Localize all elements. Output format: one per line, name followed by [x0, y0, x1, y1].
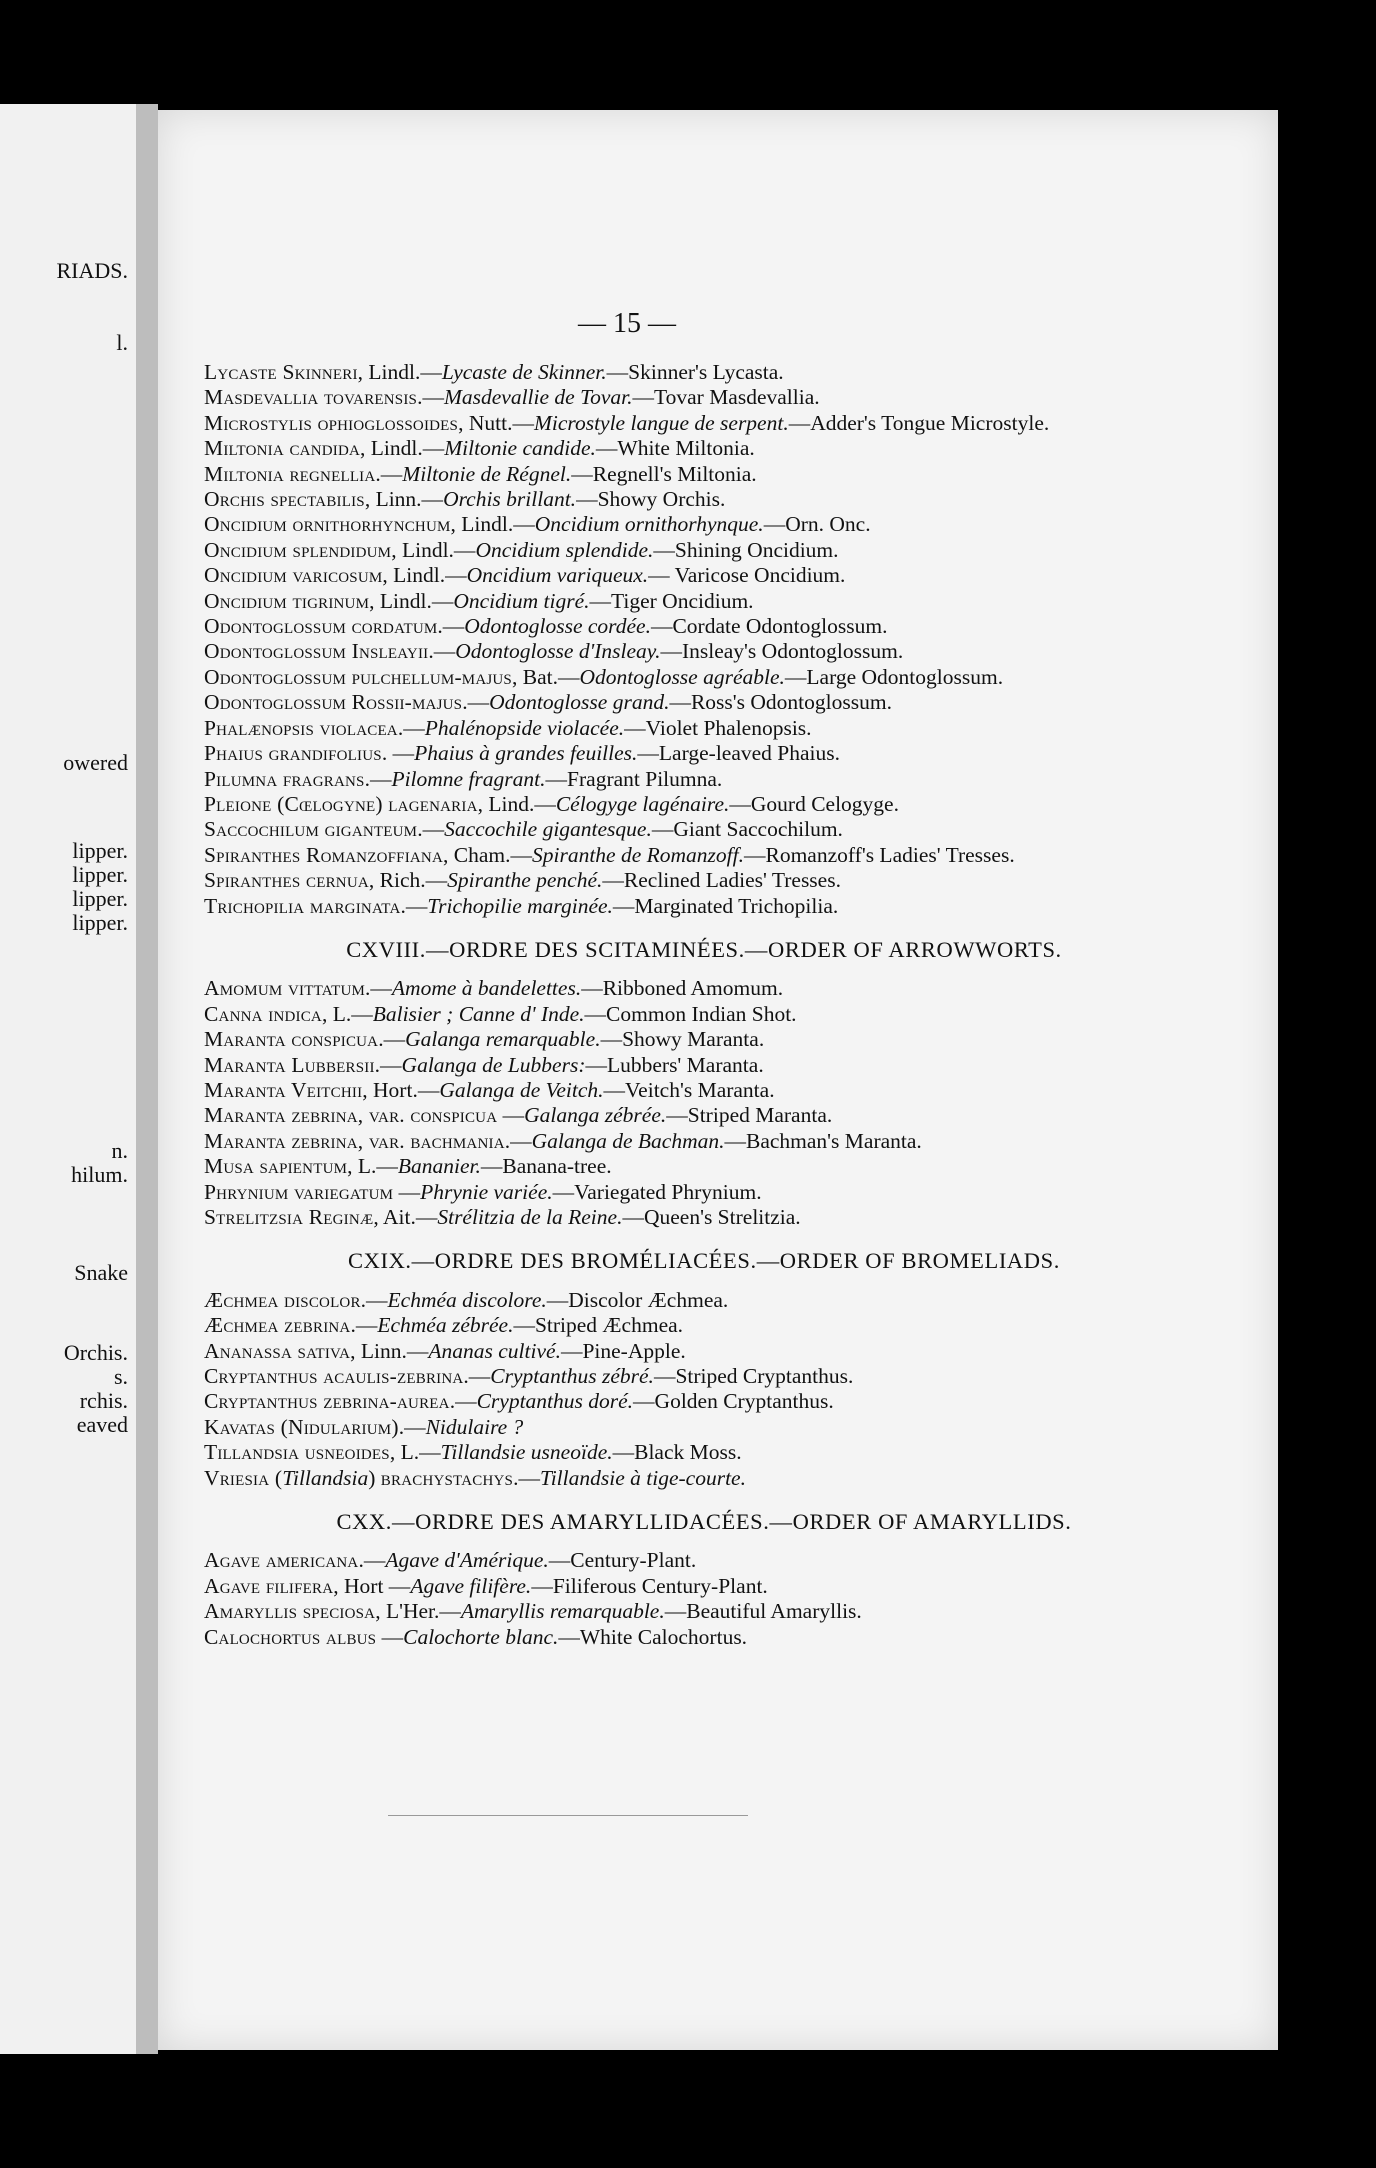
- french-name: Galanga zébrée.: [524, 1103, 667, 1128]
- french-name: Orchis brillant.: [443, 487, 577, 512]
- english-name: —Skinner's Lycasta.: [606, 360, 784, 384]
- scientific-name: Cryptanthus acaulis-zebrina: [204, 1364, 464, 1389]
- page-gutter: [136, 104, 158, 2054]
- english-name: —Shining Oncidium.: [653, 537, 839, 562]
- plant-entry: [204, 1364, 1244, 1389]
- english-name: ): [368, 1465, 381, 1490]
- scientific-name: Æchmea zebrina: [204, 1313, 351, 1338]
- english-name: —Showy Orchis.: [576, 487, 726, 512]
- french-name: Galanga de Bachman.: [531, 1128, 725, 1153]
- left-page-text-fragment: lipper.: [72, 862, 128, 887]
- english-name: —Veitch's Maranta.: [603, 1077, 775, 1102]
- authority: , Hort.—: [362, 1077, 440, 1102]
- authority: —: [497, 1103, 525, 1128]
- left-page-text-fragment: s.: [113, 1364, 128, 1389]
- left-page-text-fragment: l.: [116, 330, 128, 355]
- authority: .—: [449, 1389, 477, 1414]
- scientific-name: Kavatas (Nidularium): [204, 1414, 399, 1439]
- english-name: —Lubbers' Maranta.: [585, 1052, 764, 1077]
- left-page-text-fragment: n.: [111, 1138, 128, 1163]
- authority: , Lindl.—: [450, 512, 535, 537]
- authority: .—: [375, 461, 403, 486]
- authority: .—: [398, 1414, 426, 1439]
- scientific-name: Oncidium splendidum: [204, 537, 392, 562]
- plant-entry: [204, 1002, 1244, 1027]
- authority: , Lindl.—: [391, 537, 476, 562]
- plant-entry: [204, 690, 1244, 715]
- scientific-name: Agave filifera: [204, 1573, 334, 1598]
- english-name: —Large-leaved Phaius.: [637, 741, 841, 766]
- french-name: Amaryllis remarquable.: [460, 1599, 665, 1624]
- scientific-name: Odontoglossum Rossii-majus: [204, 690, 463, 715]
- authority: .—: [364, 766, 392, 791]
- scientific-name: Trichopilia marginata: [204, 893, 401, 918]
- english-name: —Reclined Ladies' Tresses.: [602, 868, 841, 893]
- french-name: Balisier ; Canne d' Inde.: [372, 1001, 585, 1026]
- plant-entry: [204, 1103, 1244, 1128]
- authority: —: [393, 1179, 421, 1204]
- authority: .—: [360, 1287, 388, 1312]
- plant-entry: [204, 1548, 1244, 1573]
- plant-entry: [204, 792, 1244, 817]
- scientific-name: Maranta conspicua: [204, 1027, 379, 1052]
- english-name: —Showy Maranta.: [600, 1027, 765, 1052]
- authority: —: [376, 1624, 404, 1649]
- left-page-text-fragment: owered: [63, 750, 128, 775]
- authority: . —: [381, 741, 415, 766]
- left-page-text-fragment: eaved: [76, 1412, 128, 1437]
- authority: , Linn.—: [364, 487, 444, 512]
- authority: , Rich.—: [368, 868, 448, 893]
- plant-entry: [204, 614, 1244, 639]
- french-name: Trichopilie marginée.: [427, 893, 613, 918]
- left-page-text-fragment: rchis.: [79, 1388, 128, 1413]
- order-heading: CXIX.—ORDRE DES BROMÉLIACÉES.—ORDER OF BROMELIADS.: [348, 1248, 1060, 1274]
- plant-entry: [204, 589, 1244, 614]
- authority: .—: [463, 1364, 491, 1389]
- authority: .—: [417, 817, 445, 842]
- plant-entry: [204, 1288, 1244, 1313]
- french-name: Odontoglosse agréable.: [579, 664, 785, 689]
- bottom-rule: [388, 1815, 748, 1816]
- french-name: Spiranthe de Romanzoff.: [531, 842, 744, 867]
- scientific-name: Saccochilum giganteum: [204, 817, 418, 842]
- french-name: Spiranthe penché.: [447, 868, 603, 893]
- plant-entry: [204, 1205, 1244, 1230]
- french-name: Cryptanthus doré.: [476, 1389, 634, 1414]
- scientific-name: Lycaste Skinneri: [204, 360, 358, 384]
- english-name: —Striped Æchmea.: [513, 1313, 684, 1338]
- authority-part: .—: [513, 1465, 540, 1490]
- english-name: — Varicose Oncidium.: [648, 563, 846, 588]
- authority: .—: [397, 715, 425, 740]
- scientific-name: Canna indica: [204, 1001, 322, 1026]
- english-name: —Filiferous Century-Plant.: [531, 1573, 768, 1598]
- french-name: Tillandsia: [282, 1465, 369, 1490]
- authority: , Lindl.—: [360, 436, 445, 461]
- scientific-name: Orchis spectabilis: [204, 487, 365, 512]
- left-page-text-fragment: Snake: [74, 1260, 128, 1285]
- main-page: [158, 110, 1278, 2050]
- french-name: Echméa discolore.: [387, 1287, 547, 1312]
- authority: , Cham.—: [443, 842, 532, 867]
- french-name: Galanga de Lubbers:: [401, 1052, 586, 1077]
- french-name: Oncidium splendide.: [475, 537, 654, 562]
- plant-entry: [204, 894, 1244, 919]
- authority: , Lindl.—: [369, 588, 454, 613]
- left-page-text-fragment: lipper.: [72, 838, 128, 863]
- french-name: Oncidium ornithorhynque.: [534, 512, 764, 537]
- plant-entry: [204, 716, 1244, 741]
- scientific-name: Maranta zebrina, var. bachmania: [204, 1128, 505, 1153]
- authority: .—: [350, 1313, 378, 1338]
- french-name: Phalénopside violacée.: [424, 715, 625, 740]
- plant-entry: [204, 1339, 1244, 1364]
- authority: , Lind.—: [477, 791, 556, 816]
- left-page-text-fragment: Orchis.: [63, 1340, 128, 1365]
- english-name: —Century-Plant.: [548, 1548, 697, 1573]
- order-heading: CXVIII.—ORDRE DES SCITAMINÉES.—ORDER OF ARROWWORTS.: [346, 936, 1062, 962]
- plant-entry: [204, 817, 1244, 842]
- scientific-name: Strelitzsia Reginæ: [204, 1205, 374, 1229]
- scientific-name: Oncidium tigrinum: [204, 588, 370, 613]
- english-name: —Golden Cryptanthus.: [633, 1389, 834, 1414]
- plant-entry: [204, 1027, 1244, 1052]
- plant-entry: [204, 639, 1244, 664]
- english-name: —Large Odontoglossum.: [784, 664, 1004, 689]
- left-page-text-fragment: hilum.: [71, 1162, 128, 1187]
- scientific-name: Calochortus albus: [204, 1624, 377, 1649]
- plant-entry: [204, 665, 1244, 690]
- french-name: Odontoglosse grand.: [489, 690, 670, 715]
- scientific-name: Microstylis ophioglossoides: [204, 410, 459, 435]
- french-name: Strélitzia de la Reine.: [437, 1205, 623, 1229]
- plant-entry: [204, 868, 1244, 893]
- english-name: —Tovar Masdevallia.: [632, 385, 820, 410]
- plant-entry: [204, 563, 1244, 588]
- scientific-name: Odontoglossum cordatum: [204, 614, 438, 639]
- plant-entry: [204, 1625, 1244, 1650]
- english-name: —White Calochortus.: [558, 1624, 748, 1649]
- english-name: —Common Indian Shot.: [584, 1001, 797, 1026]
- left-page-text-fragment: lipper.: [72, 886, 128, 911]
- french-name: Echméa zébrée.: [377, 1313, 514, 1338]
- authority: , L.—: [347, 1154, 398, 1179]
- plant-entry: [204, 1574, 1244, 1599]
- english-name: —Queen's Strelitzia.: [622, 1205, 801, 1229]
- plant-entry: [204, 436, 1244, 461]
- english-name: —Bachman's Maranta.: [724, 1128, 922, 1153]
- plant-entry: [204, 1599, 1244, 1624]
- scientific-name: Pleione (Cœlogyne) lagenaria: [204, 791, 478, 816]
- authority: , L'Her.—: [375, 1599, 461, 1624]
- english-name: —White Miltonia.: [595, 436, 755, 461]
- french-name: Ananas cultivé.: [428, 1338, 561, 1363]
- authority: , Lindl.—: [382, 563, 467, 588]
- english-name: —Ribboned Amomum.: [581, 976, 784, 1001]
- authority: .—: [504, 1128, 532, 1153]
- authority: .—: [462, 690, 490, 715]
- english-name: —Beautiful Amaryllis.: [664, 1599, 862, 1624]
- scientific-name: Maranta Veitchii: [204, 1077, 363, 1102]
- authority: .—: [378, 1027, 406, 1052]
- plant-entry: [204, 976, 1244, 1001]
- french-name: Miltonie de Régnel.: [402, 461, 572, 486]
- authority: , Ait.—: [373, 1205, 438, 1229]
- scientific-name: Spiranthes cernua: [204, 868, 369, 893]
- left-page-fragment: [0, 104, 138, 2054]
- french-name: Phrynie variée.: [420, 1179, 553, 1204]
- scientific-name: Phaius grandifolius: [204, 741, 382, 766]
- plant-entry: [204, 538, 1244, 563]
- french-name: Bananier.: [397, 1154, 481, 1179]
- authority: , Bat.—: [511, 664, 580, 689]
- french-name: Agave filifère.: [410, 1573, 532, 1598]
- scientific-name: Vriesia (: [204, 1465, 283, 1490]
- english-name: —Banana-tree.: [480, 1154, 612, 1179]
- left-page-text-fragment: lipper.: [72, 910, 128, 935]
- french-name: Célogyge lagénaire.: [555, 791, 730, 816]
- plant-entry: [204, 1180, 1244, 1205]
- authority: .—: [437, 614, 465, 639]
- plant-entry: [204, 512, 1244, 537]
- scientific-name: Odontoglossum Insleayii: [204, 639, 429, 664]
- french-name: Galanga de Veitch.: [439, 1077, 604, 1102]
- plant-entry: [204, 1389, 1244, 1414]
- french-name: Amome à bandelettes.: [391, 976, 582, 1001]
- scientific-name: Maranta zebrina, var. conspicua: [204, 1103, 498, 1128]
- french-name: Cryptanthus zébré.: [490, 1364, 654, 1389]
- english-name: —Marginated Trichopilia.: [612, 893, 839, 918]
- english-name: —Insleay's Odontoglossum.: [660, 639, 904, 664]
- plant-entry: [204, 1313, 1244, 1338]
- page-content: [204, 360, 1244, 1650]
- scientific-name: Amomum vittatum: [204, 976, 366, 1001]
- scientific-name: Agave americana: [204, 1548, 359, 1573]
- order-heading: CXX.—ORDRE DES AMARYLLIDACÉES.—ORDER OF AMARYLLIDS.: [336, 1509, 1072, 1535]
- english-name: —Ross's Odontoglossum.: [669, 690, 892, 715]
- plant-entry: [204, 843, 1244, 868]
- english-name: —Regnell's Miltonia.: [571, 461, 757, 486]
- plant-entry: [204, 411, 1244, 436]
- scientific-name: Miltonia regnellia: [204, 461, 376, 486]
- english-name: —Gourd Celogyge.: [729, 791, 899, 816]
- plant-entry: [204, 1466, 1244, 1491]
- english-name: —Black Moss.: [612, 1440, 742, 1465]
- english-name: —Discolor Æchmea.: [546, 1287, 729, 1312]
- authority: .—: [365, 976, 392, 1001]
- french-name: Phaius à grandes feuilles.: [414, 741, 638, 766]
- plant-entry: [204, 767, 1244, 792]
- plant-entry: [204, 462, 1244, 487]
- plant-entry: [204, 741, 1244, 766]
- scientific-name: Oncidium ornithorhynchum: [204, 512, 451, 537]
- french-name: Oncidium variqueux.: [466, 563, 649, 588]
- french-name: Lycaste de Skinner.: [441, 360, 607, 384]
- authority: , Linn.—: [350, 1338, 429, 1363]
- plant-entry: [204, 1129, 1244, 1154]
- french-name-part: Tillandsie à tige-courte.: [539, 1465, 746, 1490]
- french-name: Calochorte blanc.: [403, 1624, 559, 1649]
- authority: , Lindl.—: [357, 360, 442, 384]
- authority: , L.—: [321, 1001, 373, 1026]
- scientific-name-part: brachystachys: [380, 1465, 514, 1490]
- english-name: —Striped Cryptanthus.: [653, 1364, 854, 1389]
- authority: .—: [400, 893, 428, 918]
- authority: .—: [374, 1052, 402, 1077]
- authority: , Hort —: [333, 1573, 411, 1598]
- plant-entry: [204, 1440, 1244, 1465]
- plant-entry: [204, 487, 1244, 512]
- english-name: —Cordate Odontoglossum.: [650, 614, 888, 639]
- french-name: Odontoglosse d'Insleay.: [455, 639, 661, 664]
- french-name: Miltonie candide.: [444, 436, 596, 461]
- scientific-name: Musa sapientum: [204, 1154, 348, 1179]
- scientific-name: Maranta Lubbersii: [204, 1052, 375, 1077]
- scientific-name: Cryptanthus zebrina-aurea: [204, 1389, 450, 1414]
- english-name: —Orn. Onc.: [763, 512, 871, 537]
- french-name: Saccochile gigantesque.: [444, 817, 652, 842]
- authority: , L.—: [389, 1440, 441, 1465]
- scientific-name: Ananassa sativa: [204, 1338, 351, 1363]
- english-name: —Tiger Oncidium.: [589, 588, 754, 613]
- english-name: —Striped Maranta.: [666, 1103, 833, 1128]
- scientific-name: Phrynium variegatum: [204, 1179, 394, 1204]
- page-number: — 15 —: [578, 308, 676, 339]
- english-name: —Romanzoff's Ladies' Tresses.: [743, 842, 1015, 867]
- scientific-name: Amaryllis speciosa: [204, 1599, 376, 1624]
- scientific-name: Miltonia candida: [204, 436, 361, 461]
- plant-entry: [204, 1053, 1244, 1078]
- plant-entry: [204, 385, 1244, 410]
- authority: .—: [358, 1548, 386, 1573]
- left-page-text-fragment: RIADS.: [56, 258, 128, 283]
- plant-entry: [204, 360, 1244, 385]
- english-name: —Giant Saccochilum.: [651, 817, 843, 842]
- english-name: —Variegated Phrynium.: [552, 1179, 762, 1204]
- french-name: Odontoglosse cordée.: [464, 614, 651, 639]
- french-name: Tillandsie usneoïde.: [440, 1440, 613, 1465]
- plant-entry: [204, 1154, 1244, 1179]
- scientific-name: Tillandsia usneoides: [204, 1440, 390, 1465]
- french-name: Agave d'Amérique.: [385, 1548, 549, 1573]
- plant-entry: [204, 1078, 1244, 1103]
- plant-entry: [204, 1415, 1244, 1440]
- french-name: Pilomne fragrant.: [391, 766, 546, 791]
- scientific-name: Masdevallia tovarensis: [204, 385, 418, 410]
- english-name: —Violet Phalenopsis.: [624, 715, 812, 740]
- french-name: Galanga remarquable.: [405, 1027, 601, 1052]
- authority: .—: [428, 639, 456, 664]
- scientific-name: Æchmea discolor: [204, 1287, 361, 1312]
- french-name: Masdevallie de Tovar.: [443, 385, 633, 410]
- scientific-name: Pilumna fragrans: [204, 766, 365, 791]
- scientific-name: Oncidium varicosum: [204, 563, 383, 588]
- scientific-name: Odontoglossum pulchellum-majus: [204, 664, 512, 689]
- scientific-name: Spiranthes Romanzoffiana: [204, 842, 443, 867]
- english-name: —Pine-Apple.: [560, 1338, 686, 1363]
- french-name: Microstyle langue de serpent.: [533, 410, 789, 435]
- authority: , Nutt.—: [458, 410, 534, 435]
- authority: .—: [417, 385, 444, 410]
- french-name: Nidulaire ?: [425, 1414, 524, 1439]
- scientific-name: Phalænopsis violacea: [204, 715, 398, 740]
- english-name: —Adder's Tongue Microstyle.: [788, 410, 1050, 435]
- french-name: Oncidium tigré.: [453, 588, 590, 613]
- english-name: —Fragrant Pilumna.: [545, 766, 723, 791]
